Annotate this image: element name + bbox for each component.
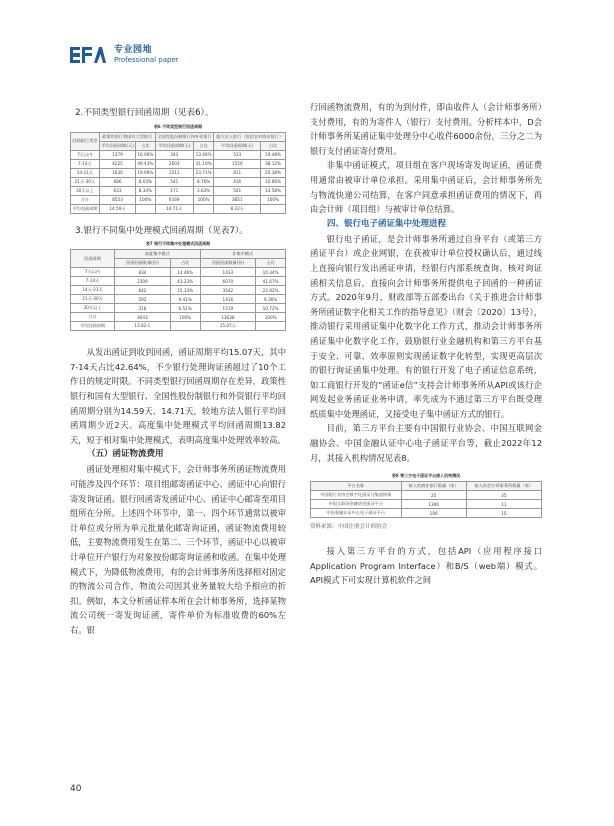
table-row: [71, 268, 286, 277]
table-cell: 21天-30天: [71, 177, 100, 186]
table-cell: 6.51%: [170, 304, 200, 313]
table-cell: 中国银行业协会数字化函证与集团核保: [311, 491, 402, 500]
body-paragraph: 行回函物流费用，有的为到付件，即由收件人（会计师事务所）支付费用，有的为寄件人（银行）支付费用。分析样本中，D会计师事务所某函证集中处理分中心收件6000余份，三分之二为银行支付函证寄付费用。: [310, 102, 542, 156]
table-cell: 6070: [200, 277, 256, 286]
table-cell: 14.71天: [155, 204, 193, 213]
table-cell: 633: [99, 186, 135, 195]
table-row: [71, 277, 286, 286]
table-cell: 834: [115, 268, 171, 277]
table-header-cell: 平均回函周期(天): [214, 141, 261, 150]
table-cell: [256, 322, 286, 331]
table-row: [71, 286, 286, 295]
table-cell: 2603: [155, 159, 193, 168]
table-cell: 9.41%: [170, 295, 200, 304]
table-7-body: [71, 268, 286, 331]
table-cell: 38.12%: [261, 159, 286, 168]
table-cell: 7天以内: [71, 150, 100, 159]
table-cell: 14.59天: [99, 204, 135, 213]
table-cell: 49.43%: [137, 161, 154, 167]
table-cell: 10.66%: [261, 177, 286, 186]
table-row: [71, 177, 286, 186]
table-header-cell: 回函回函数量(份): [115, 259, 171, 268]
table-cell: 1630: [99, 168, 135, 177]
table-8-body: [311, 491, 542, 518]
table-header-cell: 平均回函周期(天): [99, 141, 135, 150]
right-column: [310, 100, 542, 588]
table-cell: 100%: [136, 195, 155, 204]
left-column: [70, 100, 286, 637]
table-header-cell: 占比: [256, 259, 286, 268]
table-cell: 4225: [99, 159, 135, 168]
table-cell: 10.34%: [256, 268, 286, 277]
table-cell: 8.32天: [214, 204, 261, 213]
table-cell: 343: [155, 150, 193, 159]
table-cell: 171: [155, 186, 193, 195]
table-cell: 541: [155, 177, 193, 186]
table-cell: 11: [466, 500, 541, 509]
table-cell: 8.03%: [136, 177, 155, 186]
table-row: [71, 195, 286, 204]
table-7-grid: [70, 249, 286, 331]
table-cell: 1511: [155, 168, 193, 177]
table-row: [71, 304, 286, 313]
table-cell: 中国互联网金融协会函证平台: [311, 500, 402, 509]
table-row: [311, 491, 542, 500]
table-cell: 43.23%: [170, 277, 200, 286]
table-cell: 合计: [71, 195, 100, 204]
table-row: [71, 186, 286, 195]
table-header-cell: 高度集中模式: [115, 250, 200, 259]
table-header-cell: 接入的商业银行数量（家）: [401, 482, 466, 491]
table-row: [71, 204, 286, 213]
table-row: [71, 295, 286, 304]
table-cell: 3851: [214, 195, 261, 204]
table-header-cell: 全国性股份制银行和外资银行: [155, 132, 214, 141]
table-cell: 3542: [200, 286, 256, 295]
table-cell: 1306: [401, 500, 466, 509]
table-cell: [193, 204, 213, 213]
table-cell: 3.63%: [193, 186, 213, 195]
table-cell: 533: [214, 150, 261, 159]
table-cell: 7-14天: [71, 159, 100, 168]
table-header-cell: 接入的会计师事务所数量（家）: [466, 482, 541, 491]
section-label-en: Professional paper: [114, 56, 179, 64]
table-cell: 14.58%: [261, 186, 286, 195]
body-paragraph: 目前，第三方平台主要有中国银行业协会、中国互联网金融协会、中国金融认证中心电子函证平台等，截止2022年12月，其接入机构情况见表8。: [310, 423, 542, 463]
section-heading-4: 四、银行电子函证集中处理进程: [327, 218, 447, 229]
table-cell: 30天以上: [71, 186, 100, 195]
table-cell: [170, 322, 200, 331]
table-row: [311, 500, 542, 509]
table-cell: 6169: [155, 195, 193, 204]
table-cell: 642: [115, 286, 171, 295]
table-cell: 416: [214, 177, 261, 186]
body-paragraph: 函证处理相对集中模式下，会计师事务所函证物流费用可能涉及四个环节：项目组邮寄函证中心、函证中心向银行寄发询证函、银行回函寄发函证中心、函证中心邮寄至项目组所在分所。上述四个环节中，第一、四个环节通常以被审计单位或分所为单元批量化邮寄询证函，函证物流费用较低，主要物流费用发生在第二、三个环节，函证中心以被审计单位开户银行为对象按份邮寄询证函和收函。在集中处理模式下，为降低物流费用，有的会计师事务所选择相对固定的物流公司合作，物流公司因其业务量较大给予相应的折扣。例如，本文分析函证样本所在会计师事务所，选择某物流公司统一寄发询证函，寄件单价为标准收费的60%左右。银: [70, 464, 286, 635]
table-header-cell: 地方法人银行（包括农村商业银行）: [214, 132, 286, 141]
table-cell: 19.06%: [137, 170, 154, 176]
table-cell: 平均回函周期: [71, 322, 115, 331]
table-cell: 7天以内: [71, 268, 115, 277]
table-cell: 30天以上: [71, 304, 115, 313]
table-header-cell: 平均回函周期(天): [155, 141, 193, 150]
subsection-heading-5: （五）函证物流费用: [87, 449, 164, 460]
table-header-cell: 占比: [261, 141, 286, 150]
table-cell: 7-14天: [71, 277, 115, 286]
table-cell: 1433: [200, 268, 256, 277]
table-header-cell: 平台名称: [311, 482, 402, 491]
table-cell: 15.07天: [200, 322, 256, 331]
table-row: [311, 509, 542, 518]
table-7-title: 表7 银行不同集中处理模式回函周期: [145, 241, 211, 247]
table-cell: 41.10%: [193, 159, 213, 168]
table-cell: 23.71%: [193, 168, 213, 177]
table-cell: 1519: [200, 304, 256, 313]
table-7: [70, 241, 286, 331]
body-paragraph: 非集中函证模式，项目组在客户现场寄发询证函，函证费用通常由被审计单位承担。采用集中函证后，会计师事务所先与物流快递公司结算，在客户同意承担函证费用的情况下，再由会计师（项目组）与被审计单位结算。: [310, 160, 542, 215]
table-cell: 25: [401, 491, 466, 500]
table-cell: 1379: [99, 150, 135, 159]
table-header-cell: 回函周期: [71, 250, 115, 268]
subsection-heading-2: 2.不同类型银行回函周期（见表6）。: [75, 108, 214, 118]
table-cell: 13.82天: [115, 322, 171, 331]
table-cell: 41.67%: [256, 277, 286, 286]
journal-logo-icon: [70, 46, 106, 64]
table-cell: 14-21天: [71, 168, 100, 177]
table-row: [71, 168, 286, 177]
table-6: [70, 124, 286, 214]
table-cell: 4643: [115, 313, 171, 322]
table-cell: 16.06%: [137, 152, 154, 158]
table-cell: 14.46%: [170, 268, 200, 277]
table-cell: 811: [214, 168, 261, 177]
table-6-grid: [70, 132, 286, 214]
table-cell: 592: [115, 295, 171, 304]
table-row: [71, 322, 286, 331]
section-label: 专业园地: [114, 45, 153, 55]
table-cell: 13638: [200, 313, 256, 322]
page-header: [70, 44, 179, 66]
table-header-cell: 回函银行类型: [71, 132, 100, 150]
table-header-cell: 回函回函数量(份): [200, 259, 256, 268]
table-cell: 22.82%: [256, 286, 286, 295]
table-cell: 8553: [99, 195, 135, 204]
table-6-body: [71, 150, 286, 213]
table-row: [71, 150, 286, 159]
table-cell: 13.46%: [193, 150, 213, 159]
table-source-note: 资料来源：中国注册会计师协会: [310, 524, 388, 531]
body-paragraph: 银行电子函证，是会计师事务所通过自身平台（或第三方函证平台）或企业网银，在获被审计单位授权确认后，通过线上直接向银行发出函证申请，经银行内部系统查询、核对询证函相关信息后，直接向会计师事务所提供电子回函的一种函证方式。2020年9月，财政部等五部委出台《关于推进会计师事务所函证数字化相关工作的指导意见》（财会〔2020〕13号），推动银行采用函证集中化数字化工作方式，推动会计师事务所函证集中化数字化工作，鼓励银行业金融机构和第三方平台基于安全、可靠、效率原则实现函证数字化转型，实现更高层次的银行询证函集中处理。有的银行开发了电子函证信息系统，如工商银行开发的“函证e信”支持会计师事务所从API或该行企网发起业务函证业务申请，率先成为不通过第三方平台既受理纸质集中处理函证，又接受电子集中函证方式的银行。: [310, 233, 542, 419]
table-8-grid: [310, 481, 542, 518]
table-cell: 35: [466, 491, 541, 500]
table-cell: 中国金融认证中心电子函证平台: [311, 509, 402, 518]
table-cell: 合计: [71, 313, 115, 322]
table-cell: 106: [401, 509, 466, 518]
table-cell: 21天-30天: [71, 295, 115, 304]
table-cell: [261, 204, 286, 213]
table-cell: 19.48%: [261, 150, 286, 159]
page-number: 40: [70, 784, 82, 794]
table-cell: 15: [466, 509, 541, 518]
table-cell: 100%: [261, 195, 286, 204]
table-cell: 14天-21天: [71, 286, 115, 295]
table-cell: 100%: [170, 313, 200, 322]
table-row: [71, 313, 286, 322]
table-8: [310, 473, 542, 530]
table-cell: 1550: [214, 159, 261, 168]
table-cell: 686: [99, 177, 135, 186]
table-row: [71, 159, 286, 168]
table-cell: 9.36%: [256, 295, 286, 304]
table-cell: 10.72%: [256, 304, 286, 313]
table-cell: 8.76%: [193, 177, 213, 186]
table-header-cell: 占比: [136, 141, 155, 150]
table-cell: 1416: [200, 295, 256, 304]
table-cell: 平均回函周期: [71, 204, 100, 213]
table-cell: 15.33%: [170, 286, 200, 295]
table-header-cell: 政策性银行和国有大型银行: [99, 132, 155, 141]
table-cell: 20.38%: [261, 168, 286, 177]
table-cell: [136, 204, 155, 213]
table-header-cell: 占比: [170, 259, 200, 268]
body-paragraph: 接入第三方平台的方式，包括API（应用程序接口Application Program Interface）和B/S（web端）模式。API模式下可实现计算机软件之间: [310, 546, 542, 586]
table-cell: 318: [115, 304, 171, 313]
subsection-heading-3: 3.银行不同集中处理模式回函周期（见表7）。: [75, 225, 248, 236]
body-paragraph: 从发出函证到收到回函，函证周期平均15.07天，其中7-14天占比42.64%，不少银行处理询证函超过了10个工作日的规定时限。不同类型银行回函周期存在差异，政策性银行和国有大型银行、全国性股份制银行和外资银行平均回函周期分别为14.59天、14.71天，较地方法人银行平均回函周期少近2天。高度集中处理模式平均回函周期13.82天，短于相对集中处理模式，表明高度集中处理效率较高。: [70, 347, 286, 445]
table-6-title: 表6 不同类型银行回函周期: [153, 123, 203, 129]
table-cell: 2309: [115, 277, 171, 286]
table-cell: 8.34%: [136, 186, 155, 195]
table-8-title: 表8 第三方电子函证平台接入机构情况: [391, 473, 461, 479]
table-cell: 100%: [256, 313, 286, 322]
table-header-cell: 占比: [193, 141, 213, 150]
table-header-cell: 非集中模式: [200, 250, 285, 259]
table-cell: 541: [214, 186, 261, 195]
table-cell: 100%: [193, 195, 213, 204]
